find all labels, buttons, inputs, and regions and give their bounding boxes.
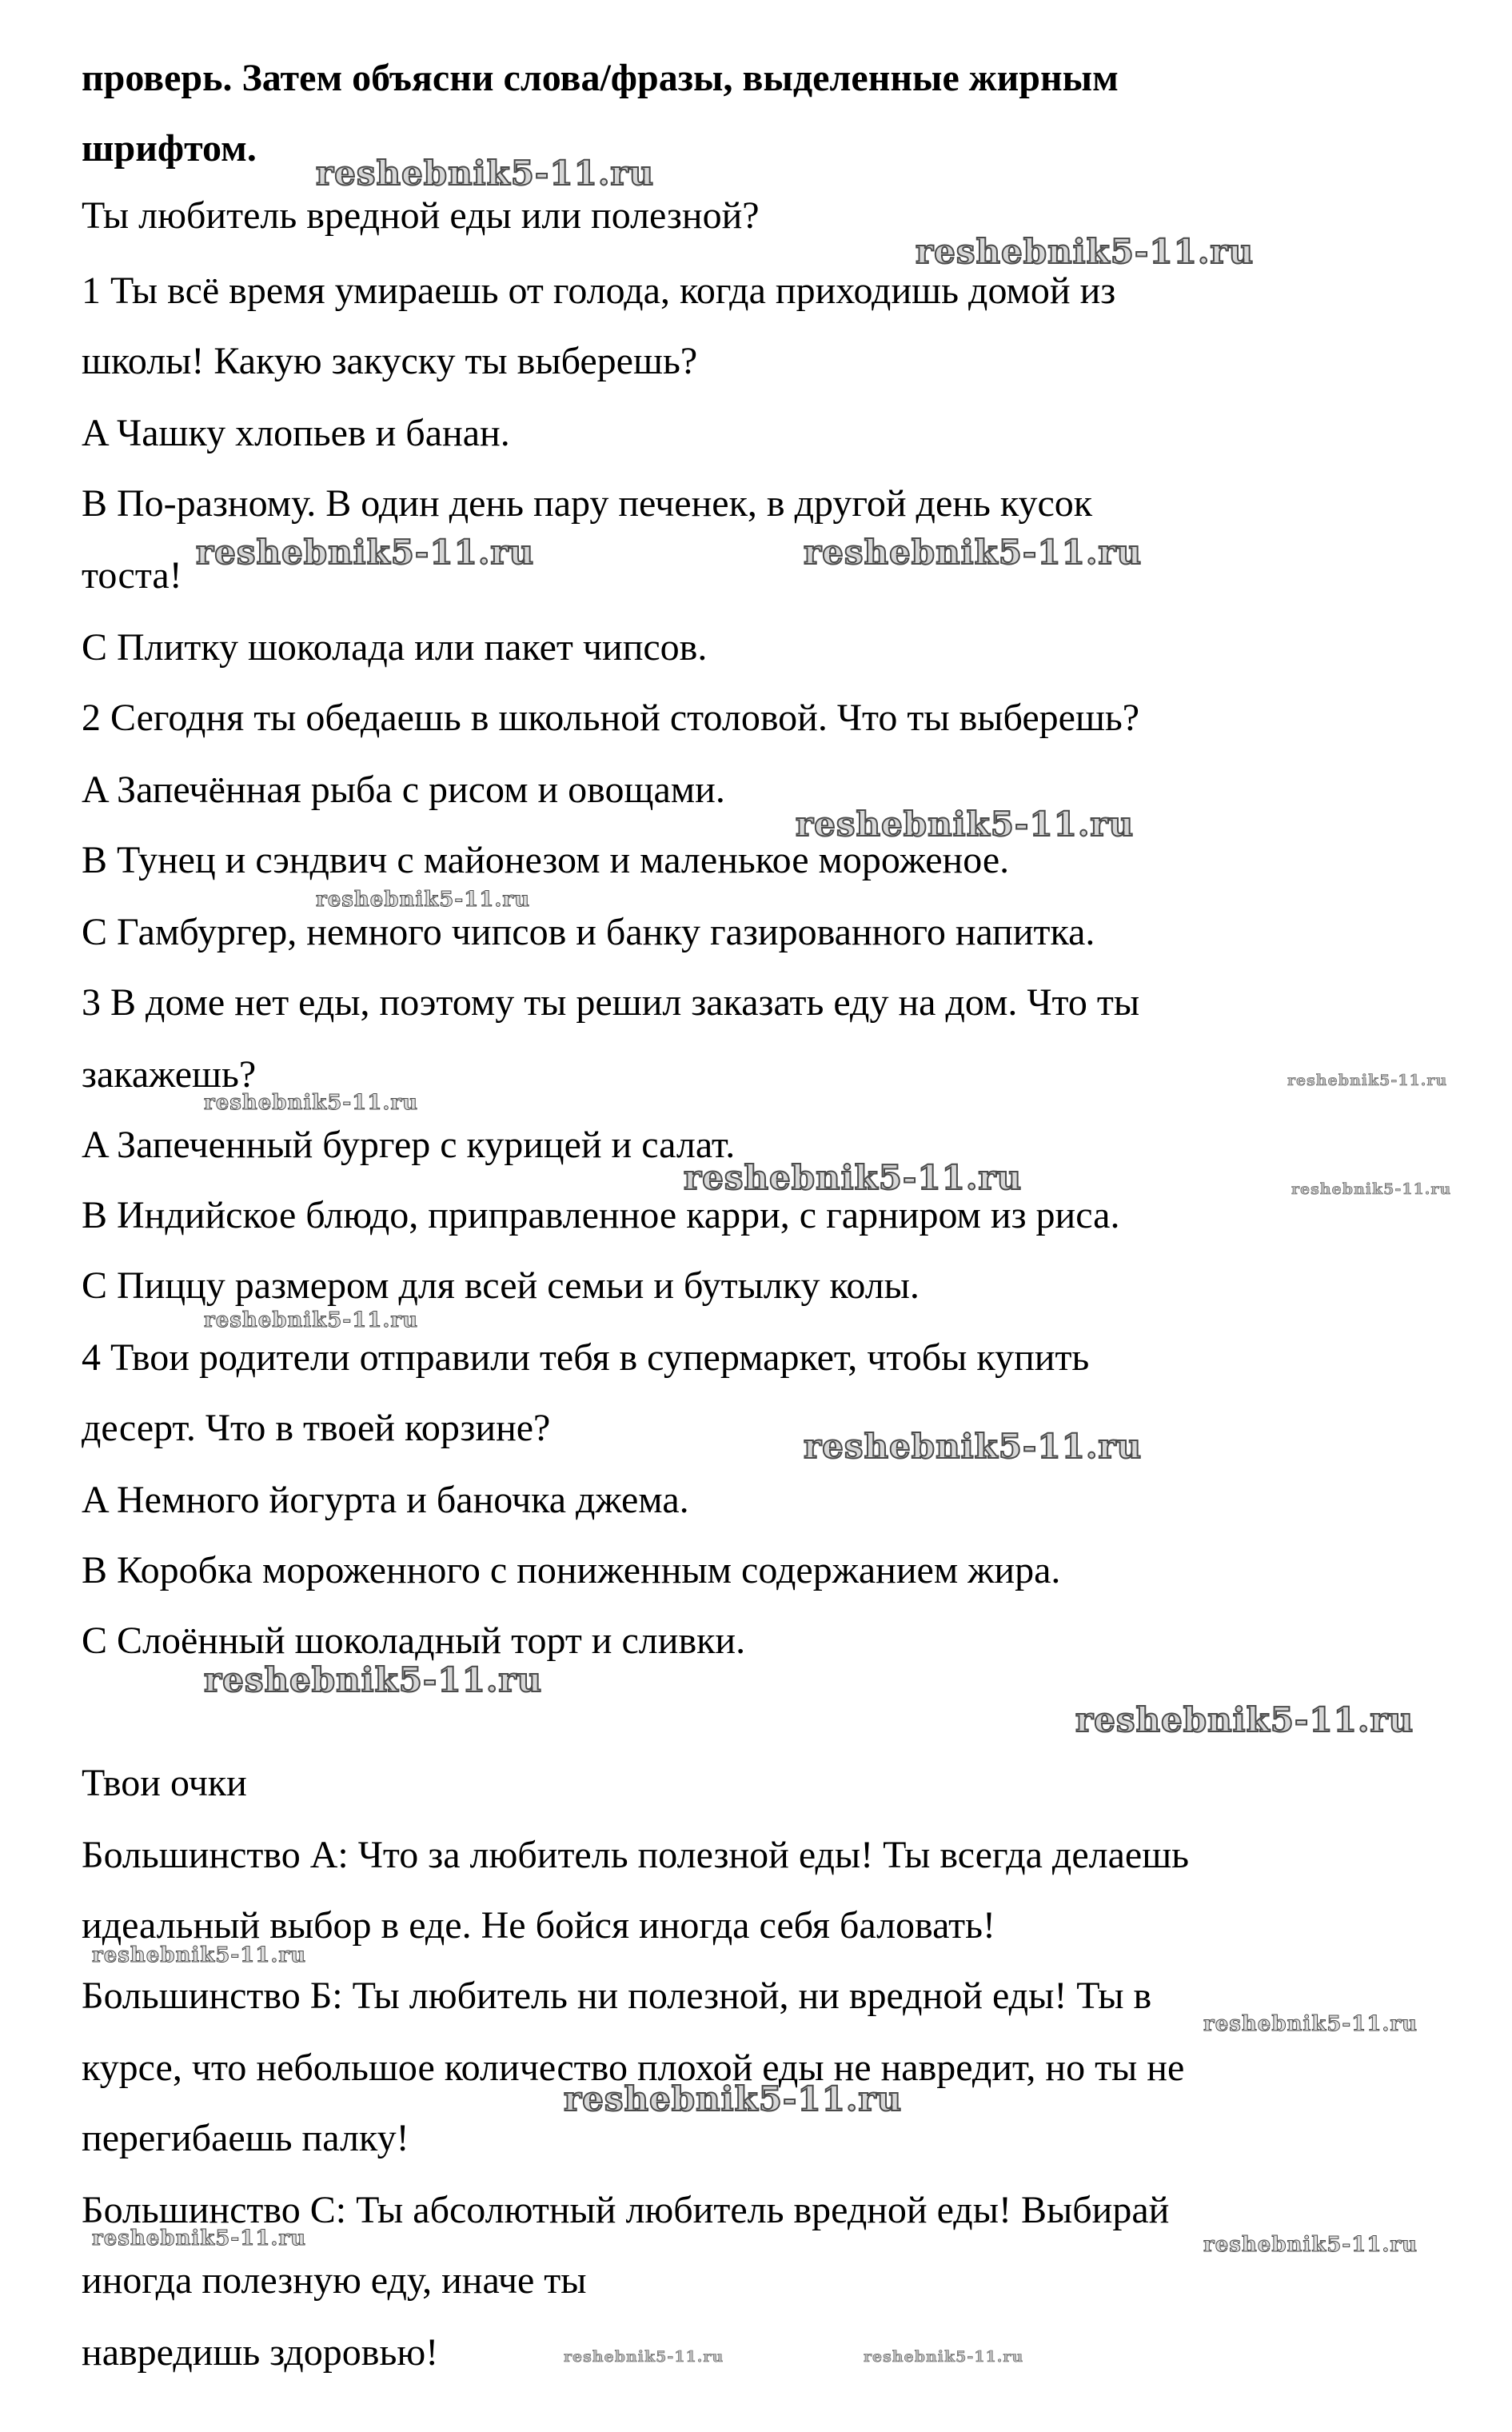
q4-answer-c: C Слоённый шоколадный торт и сливки. [82,1619,746,1662]
q4-line-1: 4 Твои родители отправили тебя в супермаркет, чтобы купить [82,1336,1090,1379]
q2-answer-b: B Тунец и сэндвич с майонезом и маленькое мороженое. [82,839,1010,881]
q1-answer-a: A Чашку хлопьев и банан. [82,412,510,454]
watermark: reshebnik5-11.ru [804,1427,1143,1466]
watermark: reshebnik5-11.ru [916,232,1255,271]
result-b-line-1: Большинство Б: Ты любитель ни полезной, ни вредной еды! Ты в [82,1975,1152,2017]
q3-line-1: 3 В доме нет еды, поэтому ты решил заказать еду на дом. Что ты [82,981,1140,1024]
watermark: reshebnik5-11.ru [804,533,1143,572]
watermark: reshebnik5-11.ru [204,1308,419,1332]
q3-line-2: закажешь? [82,1053,257,1096]
watermark: reshebnik5-11.ru [92,1943,307,1967]
result-c-line-2: иногда полезную еду, иначе ты [82,2259,587,2302]
watermark: reshebnik5-11.ru [1291,1180,1452,1198]
q1-line-1: 1 Ты всё время умираешь от голода, когда приходишь домой из [82,270,1116,312]
watermark: reshebnik5-11.ru [92,2226,307,2250]
result-b-line-2: курсе, что небольшое количество плохой еды не навредит, но ты не [82,2047,1185,2089]
watermark: reshebnik5-11.ru [564,2348,724,2366]
q4-answer-b: B Коробка мороженного с пониженным содержанием жира. [82,1549,1061,1591]
watermark: reshebnik5-11.ru [1075,1700,1414,1739]
result-c-line-3: навредишь здоровью! [82,2331,439,2374]
watermark: reshebnik5-11.ru [204,1660,543,1699]
result-a-line-2: идеальный выбор в еде. Не бойся иногда себя баловать! [82,1904,995,1947]
result-a-line-1: Большинство A: Что за любитель полезной еды! Ты всегда делаешь [82,1834,1190,1876]
results-title: Твои очки [82,1762,247,1804]
watermark: reshebnik5-11.ru [864,2348,1024,2366]
q1-answer-b-line-2: тоста! [82,554,182,597]
q4-line-2: десерт. Что в твоей корзине? [82,1407,551,1449]
q3-answer-a: A Запеченный бургер с курицей и салат. [82,1124,736,1166]
intro-line-2: шрифтом. [82,127,257,170]
watermark: reshebnik5-11.ru [196,533,535,572]
q4-answer-a: A Немного йогурта и баночка джема. [82,1479,689,1521]
watermark: reshebnik5-11.ru [1287,1072,1448,1089]
q1-answer-c: C Плитку шоколада или пакет чипсов. [82,626,708,669]
watermark: reshebnik5-11.ru [564,2079,903,2119]
q2-answer-c: C Гамбургер, немного чипсов и банку газированного напитка. [82,911,1095,953]
q2-line-1: 2 Сегодня ты обедаешь в школьной столовой. Что ты выберешь? [82,697,1140,739]
watermark: reshebnik5-11.ru [316,888,531,912]
q1-line-2: школы! Какую закуску ты выберешь? [82,340,698,382]
q3-answer-b: B Индийское блюдо, приправленное карри, с гарниром из риса. [82,1194,1120,1236]
watermark: reshebnik5-11.ru [1203,2012,1418,2036]
q1-answer-b-line-1: B По-разному. В один день пару печенек, в другой день кусок [82,482,1093,525]
result-b-line-3: перегибаешь палку! [82,2117,409,2159]
result-c-line-1: Большинство C: Ты абсолютный любитель вредной еды! Выбирай [82,2189,1170,2231]
quiz-title: Ты любитель вредной еды или полезной? [82,194,760,237]
watermark: reshebnik5-11.ru [316,154,655,193]
watermark: reshebnik5-11.ru [204,1091,419,1115]
watermark: reshebnik5-11.ru [796,805,1135,844]
q2-answer-a: A Запечённая рыба с рисом и овощами. [82,769,725,811]
watermark: reshebnik5-11.ru [684,1158,1023,1197]
q3-answer-c: C Пиццу размером для всей семьи и бутылку колы. [82,1264,920,1307]
watermark: reshebnik5-11.ru [1203,2233,1418,2257]
intro-line-1: проверь. Затем объясни слова/фразы, выделенные жирным [82,57,1119,99]
